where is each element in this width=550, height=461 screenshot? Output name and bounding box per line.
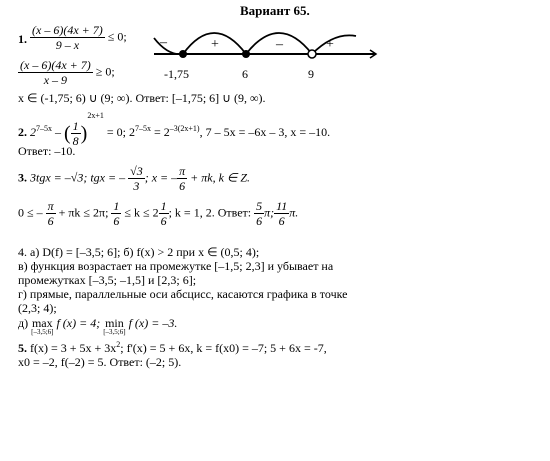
sign-arc-1 bbox=[154, 38, 183, 54]
point-filled-2 bbox=[242, 50, 250, 58]
p5-line2: x0 = –2, f(–2) = 5. Ответ: (–2; 5). bbox=[18, 355, 182, 369]
p3-ans-f2-den: 6 bbox=[278, 214, 285, 228]
variant-title: Вариант 65. bbox=[240, 3, 310, 18]
p2-left-exp: 7–5x bbox=[36, 124, 52, 133]
p2-eq1-exp: 7–5x bbox=[134, 124, 151, 133]
p3-ans-f1-den: 6 bbox=[256, 214, 263, 228]
p4-max-word: max bbox=[31, 316, 53, 330]
p5-line1 bbox=[18, 341, 327, 354]
p2-rparen: ) bbox=[80, 122, 88, 145]
p2-number: 2. bbox=[18, 125, 27, 139]
p4-min-rest: f (x) = –3. bbox=[128, 316, 178, 330]
p1-ineq1 bbox=[30, 24, 127, 51]
p3-l2-f3-num: 1 bbox=[160, 199, 167, 213]
p3-start: 3tgx = –√3; tgx = – bbox=[30, 170, 126, 185]
sign-4: + bbox=[326, 37, 334, 52]
p1-ineq2-rel: ≥ 0; bbox=[95, 64, 115, 79]
p3-l2-c: ≤ k ≤ 2 bbox=[124, 205, 159, 220]
p2-frac-exp: 2x+1 bbox=[87, 111, 104, 120]
p1-ineq2-num: (x – 6)(4x + 7) bbox=[20, 58, 91, 72]
p5-line1-b: f(x) = 3 + 5x + 3x bbox=[27, 341, 117, 355]
p4-line1: 4. а) D(f) = [–3,5; 6]; б) f(x) > 2 при x ∈ (0,5; 4); bbox=[18, 245, 260, 259]
p3-l2-f1-num: π bbox=[47, 199, 54, 213]
p1-ineq1-rel: ≤ 0; bbox=[107, 29, 127, 44]
p4-max-rest: f (x) = 4; bbox=[56, 316, 101, 330]
p3-f1-num: √3 bbox=[130, 164, 143, 178]
p3-l2-d: ; k = 1, 2. Ответ: bbox=[168, 205, 252, 220]
p3-number: 3. bbox=[18, 170, 27, 185]
p3-f1-den: 3 bbox=[133, 179, 140, 193]
p3-line1 bbox=[18, 165, 250, 192]
p3-l2-a: 0 ≤ – bbox=[18, 205, 43, 220]
sign-3: – bbox=[276, 37, 283, 52]
p3-l2-f2-den: 6 bbox=[113, 214, 120, 228]
p2-left: 2 bbox=[30, 125, 36, 139]
p2-eq1: = 0; 2 bbox=[106, 125, 135, 139]
p2-mid: – bbox=[55, 125, 61, 139]
p4-line2: в) функция возрастает на промежутке [–1,5; 2,3] и убывает на bbox=[18, 259, 334, 273]
p5-number: 5. bbox=[18, 341, 27, 355]
p3-l2-f3-den: 6 bbox=[160, 214, 167, 228]
point-label-1: -1,75 bbox=[164, 67, 189, 81]
p1-ineq2 bbox=[18, 59, 115, 86]
point-label-3: 9 bbox=[308, 67, 314, 81]
p2-eq2: = 2 bbox=[150, 125, 170, 139]
p2-frac-den: 8 bbox=[72, 133, 79, 148]
p3-line2 bbox=[18, 200, 298, 227]
p2-eq2-exp: –3(2x+1) bbox=[169, 124, 200, 133]
sign-2: + bbox=[211, 37, 219, 52]
p3-ans-f1-num: 5 bbox=[256, 199, 263, 213]
p2-lparen: ( bbox=[64, 122, 71, 145]
p4-line6 bbox=[18, 317, 177, 336]
sign-1: – bbox=[160, 35, 167, 50]
p1-answer-line: x ∈ (-1,75; 6) ∪ (9; ∞). Ответ: [–1,75; 6] ∪ (9, ∞). bbox=[18, 91, 266, 105]
p3-ans-sep: π; bbox=[264, 205, 275, 220]
p4-max-sub: [–3,5;6] bbox=[31, 328, 54, 336]
p1-ineq1-den: 9 – x bbox=[55, 38, 80, 52]
p4-min-sub: [–3,5;6] bbox=[103, 328, 126, 336]
p1-ineq1-num: (x – 6)(4x + 7) bbox=[32, 23, 103, 37]
p3-ans-f2-num: 11 bbox=[276, 199, 288, 213]
p3-mid: ; x = – bbox=[144, 170, 178, 185]
point-label-2: 6 bbox=[242, 67, 248, 81]
p3-ans-end: π. bbox=[289, 205, 299, 220]
p5-line1-sup: 2 bbox=[116, 340, 121, 349]
point-open bbox=[308, 50, 316, 58]
p1-ineq2-den: x – 9 bbox=[43, 73, 68, 87]
p4-min bbox=[103, 317, 125, 336]
p4-d-label: д) bbox=[18, 316, 29, 330]
p3-l2-f1-den: 6 bbox=[47, 214, 54, 228]
p4-min-word: min bbox=[105, 316, 124, 330]
p4-line3: промежутках [–3,5; –1,5] и [2,3; 6]; bbox=[18, 273, 197, 287]
p3-end: + πk, k ∈ Z. bbox=[190, 170, 251, 185]
p5-line1-c: ; f'(x) = 5 + 6x, k = f(x0) = –7; 5 + 6x = -7, bbox=[120, 341, 327, 355]
p2-tail: , 7 – 5x = –6x – 3, x = –10. bbox=[199, 125, 331, 139]
p3-l2-f2-num: 1 bbox=[113, 199, 120, 213]
p1-number: 1. bbox=[18, 32, 27, 46]
p3-f2-num: π bbox=[179, 164, 186, 178]
point-filled-1 bbox=[179, 50, 187, 58]
p4-line4: г) прямые, параллельные оси абсцисс, касаются графика в точке bbox=[18, 287, 348, 301]
p4-max bbox=[31, 317, 53, 336]
interval-diagram bbox=[150, 18, 380, 88]
p3-l2-b: + πk ≤ 2π; bbox=[58, 205, 109, 220]
p2-frac-num: 1 bbox=[72, 118, 79, 133]
sign-arc-4 bbox=[312, 35, 356, 54]
p2-answer: Ответ: –10. bbox=[18, 144, 76, 158]
p2-line bbox=[18, 112, 330, 147]
p4-line5: (2,3; 4); bbox=[18, 301, 57, 315]
p3-f2-den: 6 bbox=[179, 179, 186, 193]
